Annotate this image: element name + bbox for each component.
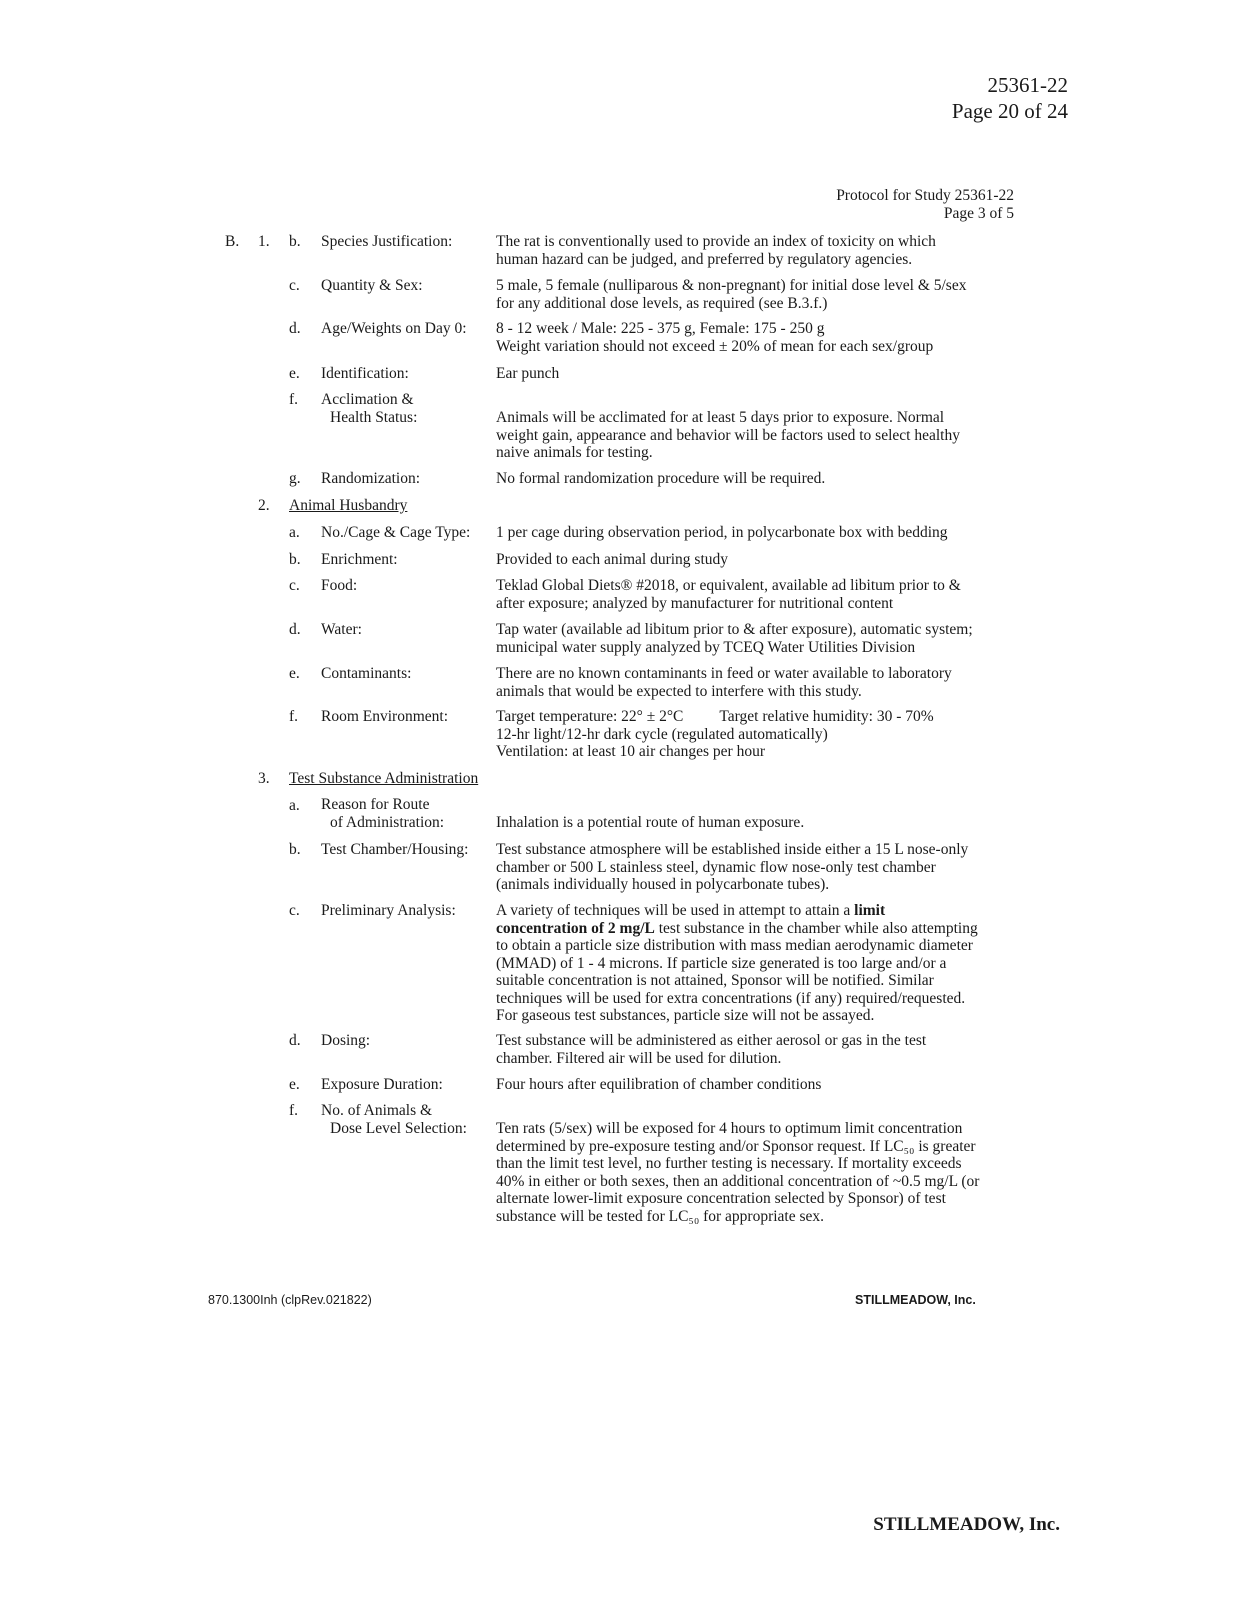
row-letter: e. [289, 1076, 300, 1093]
row-value: Ear punch [496, 365, 560, 382]
protocol-header [836, 187, 1014, 223]
row-label: Room Environment: [321, 708, 449, 725]
row-label: Randomization: [321, 470, 421, 487]
section-marker: B. [225, 233, 240, 250]
row-value: Teklad Global Diets® #2018, or equivalent, available ad libitum prior to & after exposure; analyzed by manufacturer for nutritional content [496, 577, 961, 612]
row-label: Species Justification: [321, 233, 453, 250]
footer-company: STILLMEADOW, Inc. [855, 1293, 976, 1307]
row-value: No formal randomization procedure will be required. [496, 470, 826, 487]
row-label: Test Chamber/Housing: [321, 841, 469, 858]
row-letter: a. [289, 797, 300, 814]
row-letter: d. [289, 621, 301, 638]
row-value: Test substance atmosphere will be established inside either a 15 L nose-only chamber or 500 L stainless steel, dynamic flow nose-only test chamber (animals individually housed in polycarbonate tubes). [496, 841, 969, 893]
row-letter: e. [289, 665, 300, 682]
row-value: Ten rats (5/sex) will be exposed for 4 hours to optimum limit concentration determined by pre-exposure testing and/or Sponsor request. If LC₅₀ is greater than the limit test level, no further testing is necessary. If mortality exceeds 40% in either or both sexes, then an additional concentration of ~0.5 mg/L (or alternate lower-limit exposure concentration selected by Sponsor) of test substance will be tested for LC₅₀ for appropriate sex. [496, 1120, 980, 1225]
row-label: Quantity & Sex: [321, 277, 423, 294]
row-value: A variety of techniques will be used in attempt to attain a limit concentration of 2 mg/L test substance in the chamber while also attempting to obtain a particle size distribution with mass median aerodynamic diameter (MMAD) of 1 - 4 microns. If particle size generated is too large and/or a suitable concentration is not attained, Sponsor will be notified. Similar techniques will be used for extra concentrations (if any) required/requested. For gaseous test substances, particle size will not be assayed. [496, 902, 978, 1024]
item-number-1: 1. [258, 233, 270, 250]
item-number-2: 2. [258, 497, 270, 514]
row-value: 8 - 12 week / Male: 225 - 375 g, Female: 175 - 250 g Weight variation should not exceed ± 20% of mean for each sex/group [496, 320, 934, 355]
form-id: 870.1300Inh (clpRev.021822) [208, 1293, 372, 1307]
row-label: Age/Weights on Day 0: [321, 320, 467, 337]
row-value: 1 per cage during observation period, in polycarbonate box with bedding [496, 524, 948, 541]
row-letter: g. [289, 470, 301, 487]
row-letter: c. [289, 277, 300, 294]
row-value: Inhalation is a potential route of human exposure. [496, 814, 805, 831]
page-number: Page 20 of 24 [951, 99, 1068, 123]
row-label: Exposure Duration: [321, 1076, 443, 1093]
protocol-page: Page 3 of 5 [943, 205, 1014, 222]
row-label: No./Cage & Cage Type: [321, 524, 471, 541]
row-value: There are no known contaminants in feed or water available to laboratory animals that would be expected to interfere with this study. [496, 665, 952, 700]
study-number: 25361-22 [987, 73, 1068, 97]
row-label: No. of Animals & Dose Level Selection: [321, 1102, 467, 1137]
row-value: Animals will be acclimated for at least 5 days prior to exposure. Normal weight gain, appearance and behavior will be factors used to select healthy naive animals for testing. [496, 409, 960, 461]
row-label: Preliminary Analysis: [321, 902, 456, 919]
page-header [952, 72, 1068, 124]
row-letter: f. [289, 391, 299, 408]
row-label: Water: [321, 621, 362, 638]
row-label: Identification: [321, 365, 409, 382]
row-letter: c. [289, 902, 300, 919]
row-value: Four hours after equilibration of chamber conditions [496, 1076, 822, 1093]
section-heading-administration: Test Substance Administration [289, 770, 479, 787]
row-letter: a. [289, 524, 300, 541]
row-label: Enrichment: [321, 551, 398, 568]
row-letter: e. [289, 365, 300, 382]
section-heading-husbandry: Animal Husbandry [289, 497, 408, 514]
row-letter: c. [289, 577, 300, 594]
row-letter: b. [289, 551, 301, 568]
row-value: Tap water (available ad libitum prior to & after exposure), automatic system; municipal water supply analyzed by TCEQ Water Utilities Division [496, 621, 973, 656]
row-label: Food: [321, 577, 358, 594]
bottom-company-brand: STILLMEADOW, Inc. [873, 1514, 1060, 1535]
row-label: Contaminants: [321, 665, 412, 682]
row-value: The rat is conventionally used to provide an index of toxicity on which human hazard can be judged, and preferred by regulatory agencies. [496, 233, 936, 268]
row-label: Dosing: [321, 1032, 371, 1049]
row-value: Test substance will be administered as either aerosol or gas in the test chamber. Filtered air will be used for dilution. [496, 1032, 927, 1067]
row-letter: b. [289, 841, 301, 858]
row-label: Acclimation & Health Status: [321, 391, 418, 426]
protocol-title: Protocol for Study 25361-22 [836, 187, 1014, 204]
row-label: Reason for Route of Administration: [321, 796, 445, 831]
row-letter: d. [289, 320, 301, 337]
row-letter: d. [289, 1032, 301, 1049]
row-value: Provided to each animal during study [496, 551, 729, 568]
row-letter: b. [289, 233, 301, 250]
row-value: 5 male, 5 female (nulliparous & non-pregnant) for initial dose level & 5/sex for any additional dose levels, as required (see B.3.f.) [496, 277, 967, 312]
row-letter: f. [289, 708, 299, 725]
row-value: Target temperature: 22° ± 2°C Target relative humidity: 30 - 70% 12-hr light/12-hr dark cycle (regulated automatically) Ventilation: at least 10 air changes per hour [496, 708, 934, 760]
row-letter: f. [289, 1102, 299, 1119]
item-number-3: 3. [258, 770, 270, 787]
